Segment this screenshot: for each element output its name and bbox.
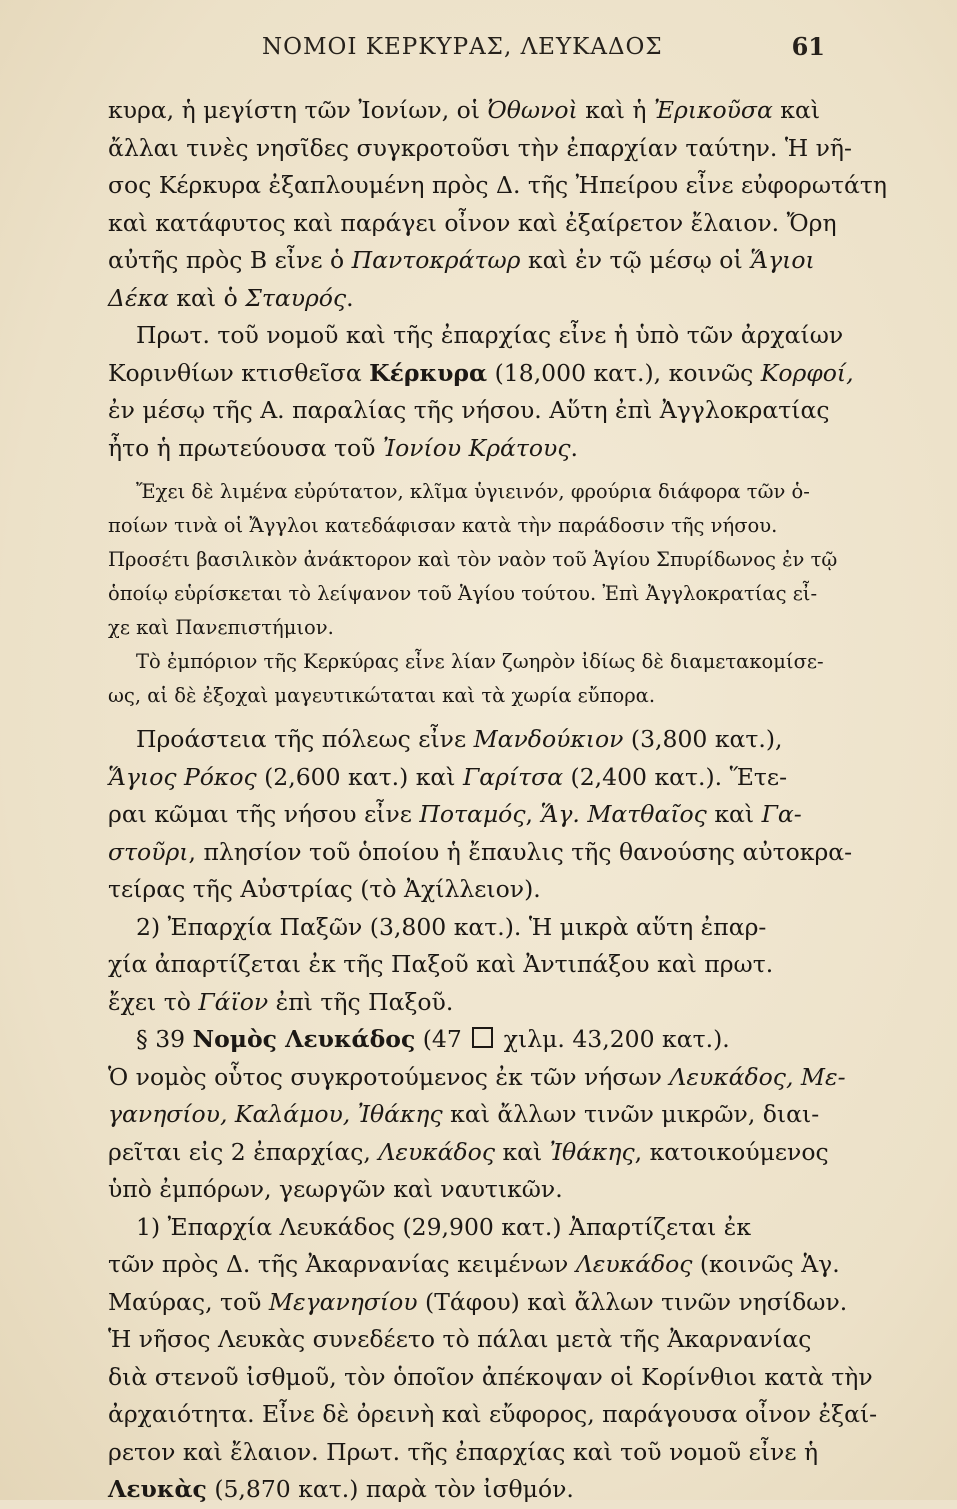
text-segment: ἦτο ἡ πρωτεύουσα τοῦ xyxy=(108,433,383,462)
text-segment: χιλμ. 43,200 κατ.). xyxy=(496,1025,730,1053)
text-segment: κυρα, ἡ μεγίστη τῶν Ἰονίων, οἱ xyxy=(108,96,488,124)
text-line xyxy=(108,355,854,393)
text-segment: , κατοικούμενος xyxy=(634,1137,829,1166)
italic-text: Γα- xyxy=(761,800,802,828)
text-line xyxy=(108,1359,873,1397)
text-segment: 2) Ἐπαρχία Παξῶν (3,800 κατ.). Ἡ μικρὰ αὕτη ἐπαρ- xyxy=(136,912,767,941)
text-line xyxy=(108,167,887,205)
text-line xyxy=(108,1096,843,1134)
text-line xyxy=(108,242,843,280)
text-segment: (3,800 κατ.), xyxy=(623,725,783,753)
text-segment: ποίων τινὰ οἱ Ἄγγλοι κατεδάφισαν κατὰ τὴν παράδοσιν τῆς νήσου. xyxy=(108,514,778,537)
text-line xyxy=(108,946,843,984)
italic-text: Γάϊον xyxy=(198,987,269,1016)
text-line xyxy=(108,205,843,243)
text-segment: καὶ xyxy=(706,800,762,828)
italic-text: Γαρίτσα xyxy=(462,762,564,791)
page-number: 61 xyxy=(791,32,825,61)
running-head: ΝΟΜΟΙ ΚΕΡΚΥΡΑΣ, ΛΕΥΚΑΔΟΣ xyxy=(262,34,663,60)
text-segment: § 39 xyxy=(136,1025,193,1053)
text-segment: διὰ στενοῦ ἰσθμοῦ, τὸν ὁποῖον ἀπέκοψαν οἱ Κορίνθιοι κατὰ τὴν xyxy=(108,1362,873,1391)
text-segment: Προσέτι βασιλικὸν ἀνάκτορον καὶ τὸν ναὸν τοῦ Ἁγίου Σπυρίδωνος ἐν τῷ xyxy=(108,548,838,571)
text-segment: καὶ ἄλλων τινῶν μικρῶν, διαι- xyxy=(442,1100,820,1128)
text-segment: σος Κέρκυρα ἐξαπλουμένη πρὸς Δ. τῆς Ἠπείρου εἶνε εὐφορωτάτη xyxy=(108,171,887,199)
text-line xyxy=(108,721,843,759)
paragraph-gap xyxy=(108,467,843,475)
text-line xyxy=(108,317,843,355)
text-line xyxy=(108,645,843,679)
italic-text: Μανδούκιον xyxy=(473,725,624,753)
text-line xyxy=(108,130,852,168)
italic-text: Ποταμός xyxy=(419,800,526,828)
text-line xyxy=(108,759,843,797)
text-segment: καὶ κατάφυτος καὶ παράγει οἶνον καὶ ἐξαίρετον ἔλαιον. Ὄρη xyxy=(108,208,837,237)
text-line xyxy=(108,834,853,872)
text-segment: ἀρχαιότητα. Εἶνε δὲ ὀρεινὴ καὶ εὔφορος, παράγουσα οἶνον ἐξαί- xyxy=(108,1400,878,1428)
italic-text: Ἰονίου Κράτους xyxy=(382,433,571,462)
text-line xyxy=(108,280,843,318)
paragraph-gap xyxy=(108,713,843,721)
text-line xyxy=(108,1059,846,1097)
text-segment: ρετον καὶ ἔλαιον. Πρωτ. τῆς ἐπαρχίας καὶ τοῦ νομοῦ εἶνε ἡ xyxy=(108,1437,819,1466)
text-line xyxy=(108,1171,843,1209)
text-line xyxy=(108,871,843,909)
italic-text: Ἰθάκης xyxy=(549,1137,635,1166)
text-line xyxy=(108,392,843,430)
text-segment: καὶ ἡ xyxy=(577,96,654,124)
text-line xyxy=(108,543,843,577)
text-line xyxy=(108,577,843,611)
text-segment: καὶ ὁ xyxy=(168,283,246,312)
italic-text: Ἐρικοῦσα xyxy=(653,96,773,124)
text-segment: ἐν μέσῳ τῆς Α. παραλίας τῆς νήσου. Αὕτη ἐπὶ Ἀγγλοκρατίας xyxy=(108,396,830,424)
text-segment: τείρας τῆς Αὐστρίας (τὸ Ἀχίλλειον). xyxy=(108,875,541,903)
body-text xyxy=(108,92,887,1509)
text-segment: , xyxy=(525,800,541,828)
text-segment: (κοινῶς Ἁγ. xyxy=(692,1250,840,1278)
italic-text: Ἅγ. Ματθαῖος xyxy=(540,800,707,828)
text-segment: . xyxy=(346,283,354,312)
italic-text: Ὀθωνοὶ xyxy=(487,96,578,124)
italic-text: γανησίου, Καλάμου, Ἰθάκης xyxy=(108,1100,443,1128)
text-segment: (2,600 κατ.) καὶ xyxy=(256,762,463,791)
text-segment: ρεῖται εἰς 2 ἐπαρχίας, xyxy=(108,1137,379,1166)
italic-text: Ἅγιοι xyxy=(750,246,815,274)
text-segment: (2,400 κατ.). Ἕτε- xyxy=(563,762,788,791)
text-segment: χε καὶ Πανεπιστήμιον. xyxy=(108,616,334,639)
bold-heading-text: Κέρκυρα xyxy=(369,358,488,387)
bold-heading-text: Λευκὰς xyxy=(108,1475,207,1503)
text-segment: Τὸ ἐμπόριον τῆς Κερκύρας εἶνε λίαν ζωηρὸν ἰδίως δὲ διαμετακομίσε- xyxy=(136,650,824,673)
text-segment: (47 xyxy=(415,1025,470,1053)
italic-text: Δέκα xyxy=(108,283,169,312)
text-segment: ραι κῶμαι τῆς νήσου εἶνε xyxy=(108,800,420,828)
text-line xyxy=(108,1321,843,1359)
italic-text: Λευκάδος xyxy=(575,1250,693,1278)
text-segment: καὶ xyxy=(772,96,821,124)
italic-text: Σταυρός xyxy=(245,283,347,312)
text-line xyxy=(108,1284,848,1322)
text-segment: , πλησίον τοῦ ὁποίου ἡ ἔπαυλις τῆς θανούσης αὐτοκρα- xyxy=(188,837,853,866)
text-segment: Ὁ νομὸς οὗτος συγκροτούμενος ἐκ τῶν νήσων xyxy=(108,1062,670,1091)
text-segment: Πρωτ. τοῦ νομοῦ καὶ τῆς ἐπαρχίας εἶνε ἡ ὑπὸ τῶν ἀρχαίων xyxy=(136,321,844,349)
text-segment: Κορινθίων κτισθεῖσα xyxy=(108,358,370,387)
text-segment: χία ἀπαρτίζεται ἐκ τῆς Παξοῦ καὶ Ἀντιπάξου καὶ πρωτ. xyxy=(108,950,774,978)
text-line xyxy=(108,679,843,713)
text-segment: ἄλλαι τινὲς νησῖδες συγκροτοῦσι τὴν ἐπαρχίαν ταύτην. Ἡ νῆ- xyxy=(108,133,852,162)
text-segment: Προάστεια τῆς πόλεως εἶνε xyxy=(136,725,474,753)
text-segment: 1) Ἐπαρχία Λευκάδος (29,900 κατ.) Ἀπαρτίζεται ἐκ xyxy=(136,1212,752,1241)
text-line xyxy=(108,430,843,468)
text-segment: ως, αἱ δὲ ἐξοχαὶ μαγευτικώταται καὶ τὰ χωρία εὔπορα. xyxy=(108,684,656,707)
text-segment: καὶ xyxy=(494,1137,550,1166)
text-segment: Ἡ νῆσος Λευκὰς συνεδέετο τὸ πάλαι μετὰ τῆς Ἀκαρνανίας xyxy=(108,1325,812,1353)
text-segment: αὐτῆς πρὸς Β εἶνε ὁ xyxy=(108,246,352,274)
italic-text: Μεγανησίου xyxy=(268,1287,418,1316)
italic-text: Κορφοί, xyxy=(760,358,854,387)
text-segment: (Τάφου) καὶ ἄλλων τινῶν νησίδων. xyxy=(417,1287,848,1316)
text-line xyxy=(108,1434,843,1472)
text-line xyxy=(108,984,843,1022)
text-line xyxy=(108,1134,843,1172)
square-symbol-icon xyxy=(472,1027,493,1048)
text-segment: (18,000 κατ.), κοινῶς xyxy=(487,358,761,387)
text-line xyxy=(108,796,843,834)
text-segment: ἔχει τὸ xyxy=(108,987,199,1016)
text-segment: ὁποίῳ εὑρίσκεται τὸ λείψανον τοῦ Ἁγίου τούτου. Ἐπὶ Ἀγγλοκρατίας εἶ- xyxy=(108,582,818,605)
text-line xyxy=(108,1396,878,1434)
italic-text: Λευκάδος xyxy=(378,1137,495,1166)
text-segment: Μαύρας, τοῦ xyxy=(108,1287,269,1316)
text-line xyxy=(108,1209,843,1247)
text-line xyxy=(108,1021,843,1059)
text-segment: . xyxy=(570,433,578,462)
text-line xyxy=(108,509,843,543)
text-line xyxy=(108,611,843,645)
text-segment: καὶ ἐν τῷ μέσῳ οἱ xyxy=(520,246,751,274)
bold-heading-text: Νομὸς Λευκάδος xyxy=(192,1025,416,1053)
text-line xyxy=(108,1471,843,1509)
text-segment: Ἔχει δὲ λιμένα εὐρύτατον, κλῖμα ὑγιεινόν, φρούρια διάφορα τῶν ὁ- xyxy=(136,480,810,503)
italic-text: Παντοκράτωρ xyxy=(351,246,521,274)
text-line xyxy=(108,909,843,947)
italic-text: στοῦρι xyxy=(108,837,189,866)
text-segment: ἐπὶ τῆς Παξοῦ. xyxy=(268,987,454,1016)
italic-text: Ἅγιος Ρόκος xyxy=(108,762,257,791)
text-line xyxy=(108,92,843,130)
text-segment: (5,870 κατ.) παρὰ τὸν ἰσθμόν. xyxy=(206,1475,574,1503)
page-header xyxy=(0,28,957,68)
text-line xyxy=(108,475,843,509)
text-segment: τῶν πρὸς Δ. τῆς Ἀκαρνανίας κειμένων xyxy=(108,1250,576,1278)
text-line xyxy=(108,1246,843,1284)
italic-text: Λευκάδος, Με- xyxy=(669,1062,846,1091)
text-segment: ὑπὸ ἐμπόρων, γεωργῶν καὶ ναυτικῶν. xyxy=(108,1175,563,1203)
